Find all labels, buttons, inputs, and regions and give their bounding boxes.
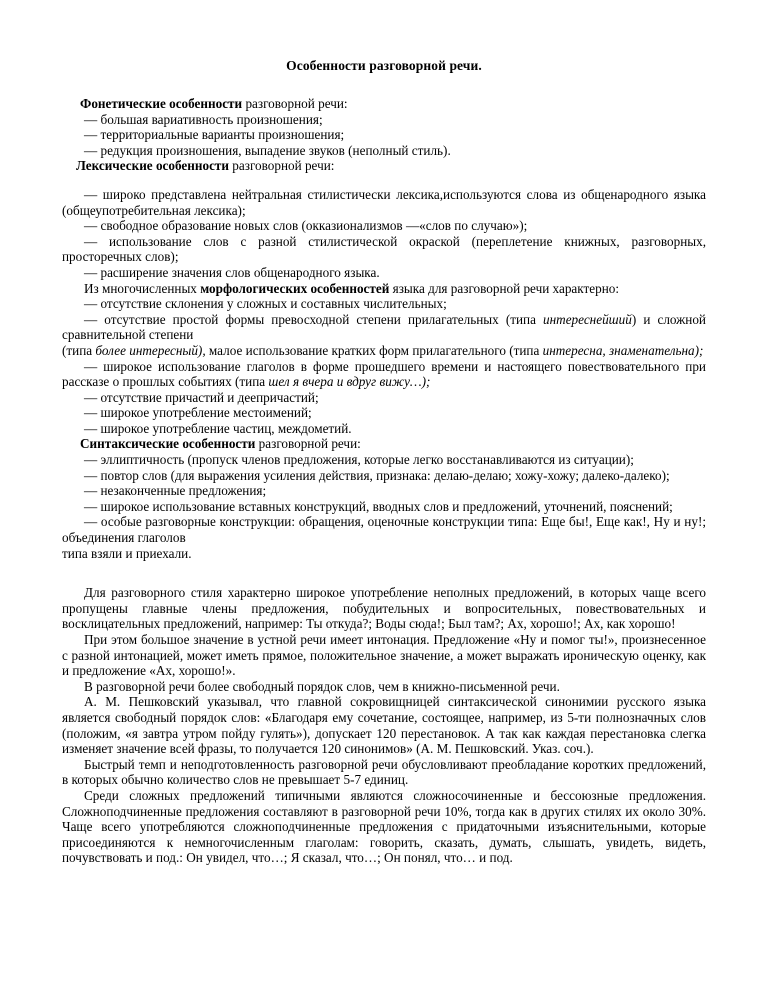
page-title: Особенности разговорной речи. [286,58,482,73]
morphology-lead [62,281,706,297]
morphology-example: интересна, знаменательна); [542,342,704,358]
lexical-item [62,187,706,218]
morphology-item: (типа более интересный), малое использование кратких форм прилагательного (типа интересна, знаменательна); [62,342,704,358]
syntax-heading [62,436,706,452]
morphology-example: интереснейший [543,311,632,327]
syntax-item-text: — эллиптичность (пропуск членов предложения, которые легко восстанавливаются из ситуации); [84,452,634,468]
phonetic-item: — редукция произношения, выпадение звуков (неполный стиль). [84,142,451,158]
morphology-item [62,421,706,437]
spacer [62,561,706,585]
phonetic-heading [62,96,706,112]
morphology-item-text: — отсутствие склонения у сложных и составных числительных; [84,296,447,312]
lexical-item-text: — свободное образование новых слов (окказионализмов —«слов по случаю»); [84,218,528,234]
morphology-lead-post: языка для разговорной речи характерно: [389,280,620,296]
morphology-lead-pre: Из многочисленных [84,280,201,296]
syntax-item [62,452,706,468]
morphology-example: более интересный), [95,342,206,358]
lexical-item [62,234,706,265]
phonetic-heading-label: Фонетические особенности [80,96,243,111]
lexical-heading-label: Лексические особенности [76,158,229,174]
closing-paragraph: При этом большое значение в устной речи имеет интонация. Предложение «Ну и помог ты!», произнесенное с разной интонацией, может иметь прямое, положительное значение, а может выражать ироническую оценку, как и предложение «Ах, хорошо!». [62,632,706,679]
morphology-item [62,296,706,312]
lexical-heading [62,158,706,174]
morphology-item: — широкое использование глаголов в форме прошедшего времени и настоящего повествовательного при рассказе о прошлых событиях (типа шел я вчера и вдруг вижу…); [62,358,706,390]
phonetic-heading-tail: разговорной речи: [242,96,348,111]
morphology-item: — отсутствие простой формы превосходной степени прилагательных (типа интереснейший) и сложной сравнительной степени [62,311,706,343]
lexical-item-text: — широко представлена нейтральная стилистически лексика,используются слова из общенародного языка (общеупотребительная лексика); [62,186,706,218]
closing-paragraph: Быстрый темп и неподготовленность разговорной речи обусловливают преобладание коротких предложений, в которых обычно количество слов не превышает 5-7 единиц. [62,756,706,788]
syntax-item-text: — особые разговорные конструкции: обращения, оценочные конструкции типа: Еще бы!, Еще как!, Ну и ну!; объединения глаголов [62,514,706,546]
spacer [62,174,706,187]
closing-paragraph: А. М. Пешковский указывал, что главной сокровищницей синтаксической синонимии русского языка является свободный порядок слов: «Благодаря ему сочетание, состоящее, например, из 5-ти полнозначных слов (положим, «я завтра утром пойду гулять»), допускает 120 перестановок. А так как каждая перестановка слегка изменяет значение всей фразы, то получается 120 синонимов» (А. М. Пешковский. Указ. соч.). [62,694,706,757]
morphology-lead-bold: морфологических особенностей [200,280,390,296]
morphology-item-text: — широкое употребление местоимений; [84,405,312,421]
lexical-heading-tail: разговорной речи: [229,158,335,174]
lexical-item-text: — использование слов с разной стилистической окраской (переплетение книжных, разговорных, просторечных слов); [62,233,706,265]
syntax-item [62,514,706,545]
syntax-item-text: — широкое использование вставных конструкций, вводных слов и предложений, уточнений, пояснений; [84,498,673,514]
syntax-item-text: — повтор слов (для выражения усиления действия, признака: делаю-делаю; хожу-хожу; далеко-далеко); [84,467,670,483]
syntax-item [62,483,706,499]
morphology-item [62,390,706,406]
morphology-item-text: — отсутствие причастий и деепричастий; [84,389,319,405]
closing-paragraph: Для разговорного стиля характерно широкое употребление неполных предложений, в которых чаще всего пропущены главные члены предложения, побудительных и вопросительных, повествовательных и восклицательных предложений, например: Ты откуда?; Воды сюда!; Был там?; Ах, хорошо!; Ах, как хорошо! [62,585,706,632]
syntax-item-text: — незаконченные предложения; [84,483,267,499]
syntax-heading-tail: разговорной речи: [255,436,361,452]
syntax-item [62,546,706,562]
closing-paragraph: Среди сложных предложений типичными являются сложносочиненные и бессоюзные предложения. Сложноподчиненные предложения составляют в разговорной речи 10%, тогда как в других стилях их около 30%. Чаще всего употребляются сложноподчиненные предложения с придаточными изъяснительными, которые присоединяются к немногочисленным глаголам: говорить, сказать, думать, слышать, увидеть, видеть, почувствовать и под.: Он увидел, что…; Я сказал, что…; Он понял, что… и под. [62,787,706,866]
morphology-item-text: — широкое употребление частиц, междометий. [84,420,352,436]
syntax-item [62,468,706,484]
syntax-item-text: типа взяли и приехали. [62,545,192,561]
phonetic-item: — территориальные варианты произношения; [84,127,345,143]
syntax-item [62,499,706,515]
phonetic-item: — большая вариативность произношения; [84,111,323,127]
lexical-item [62,218,706,234]
closing-paragraph: В разговорной речи более свободный порядок слов, чем в книжно-письменной речи. [84,678,560,694]
syntax-heading-label: Синтаксические особенности [80,436,256,452]
lexical-item-text: — расширение значения слов общенародного языка. [84,264,380,280]
lexical-item [62,265,706,281]
morphology-item [62,405,706,421]
morphology-example: шел я вчера и вдруг вижу…); [268,374,431,390]
